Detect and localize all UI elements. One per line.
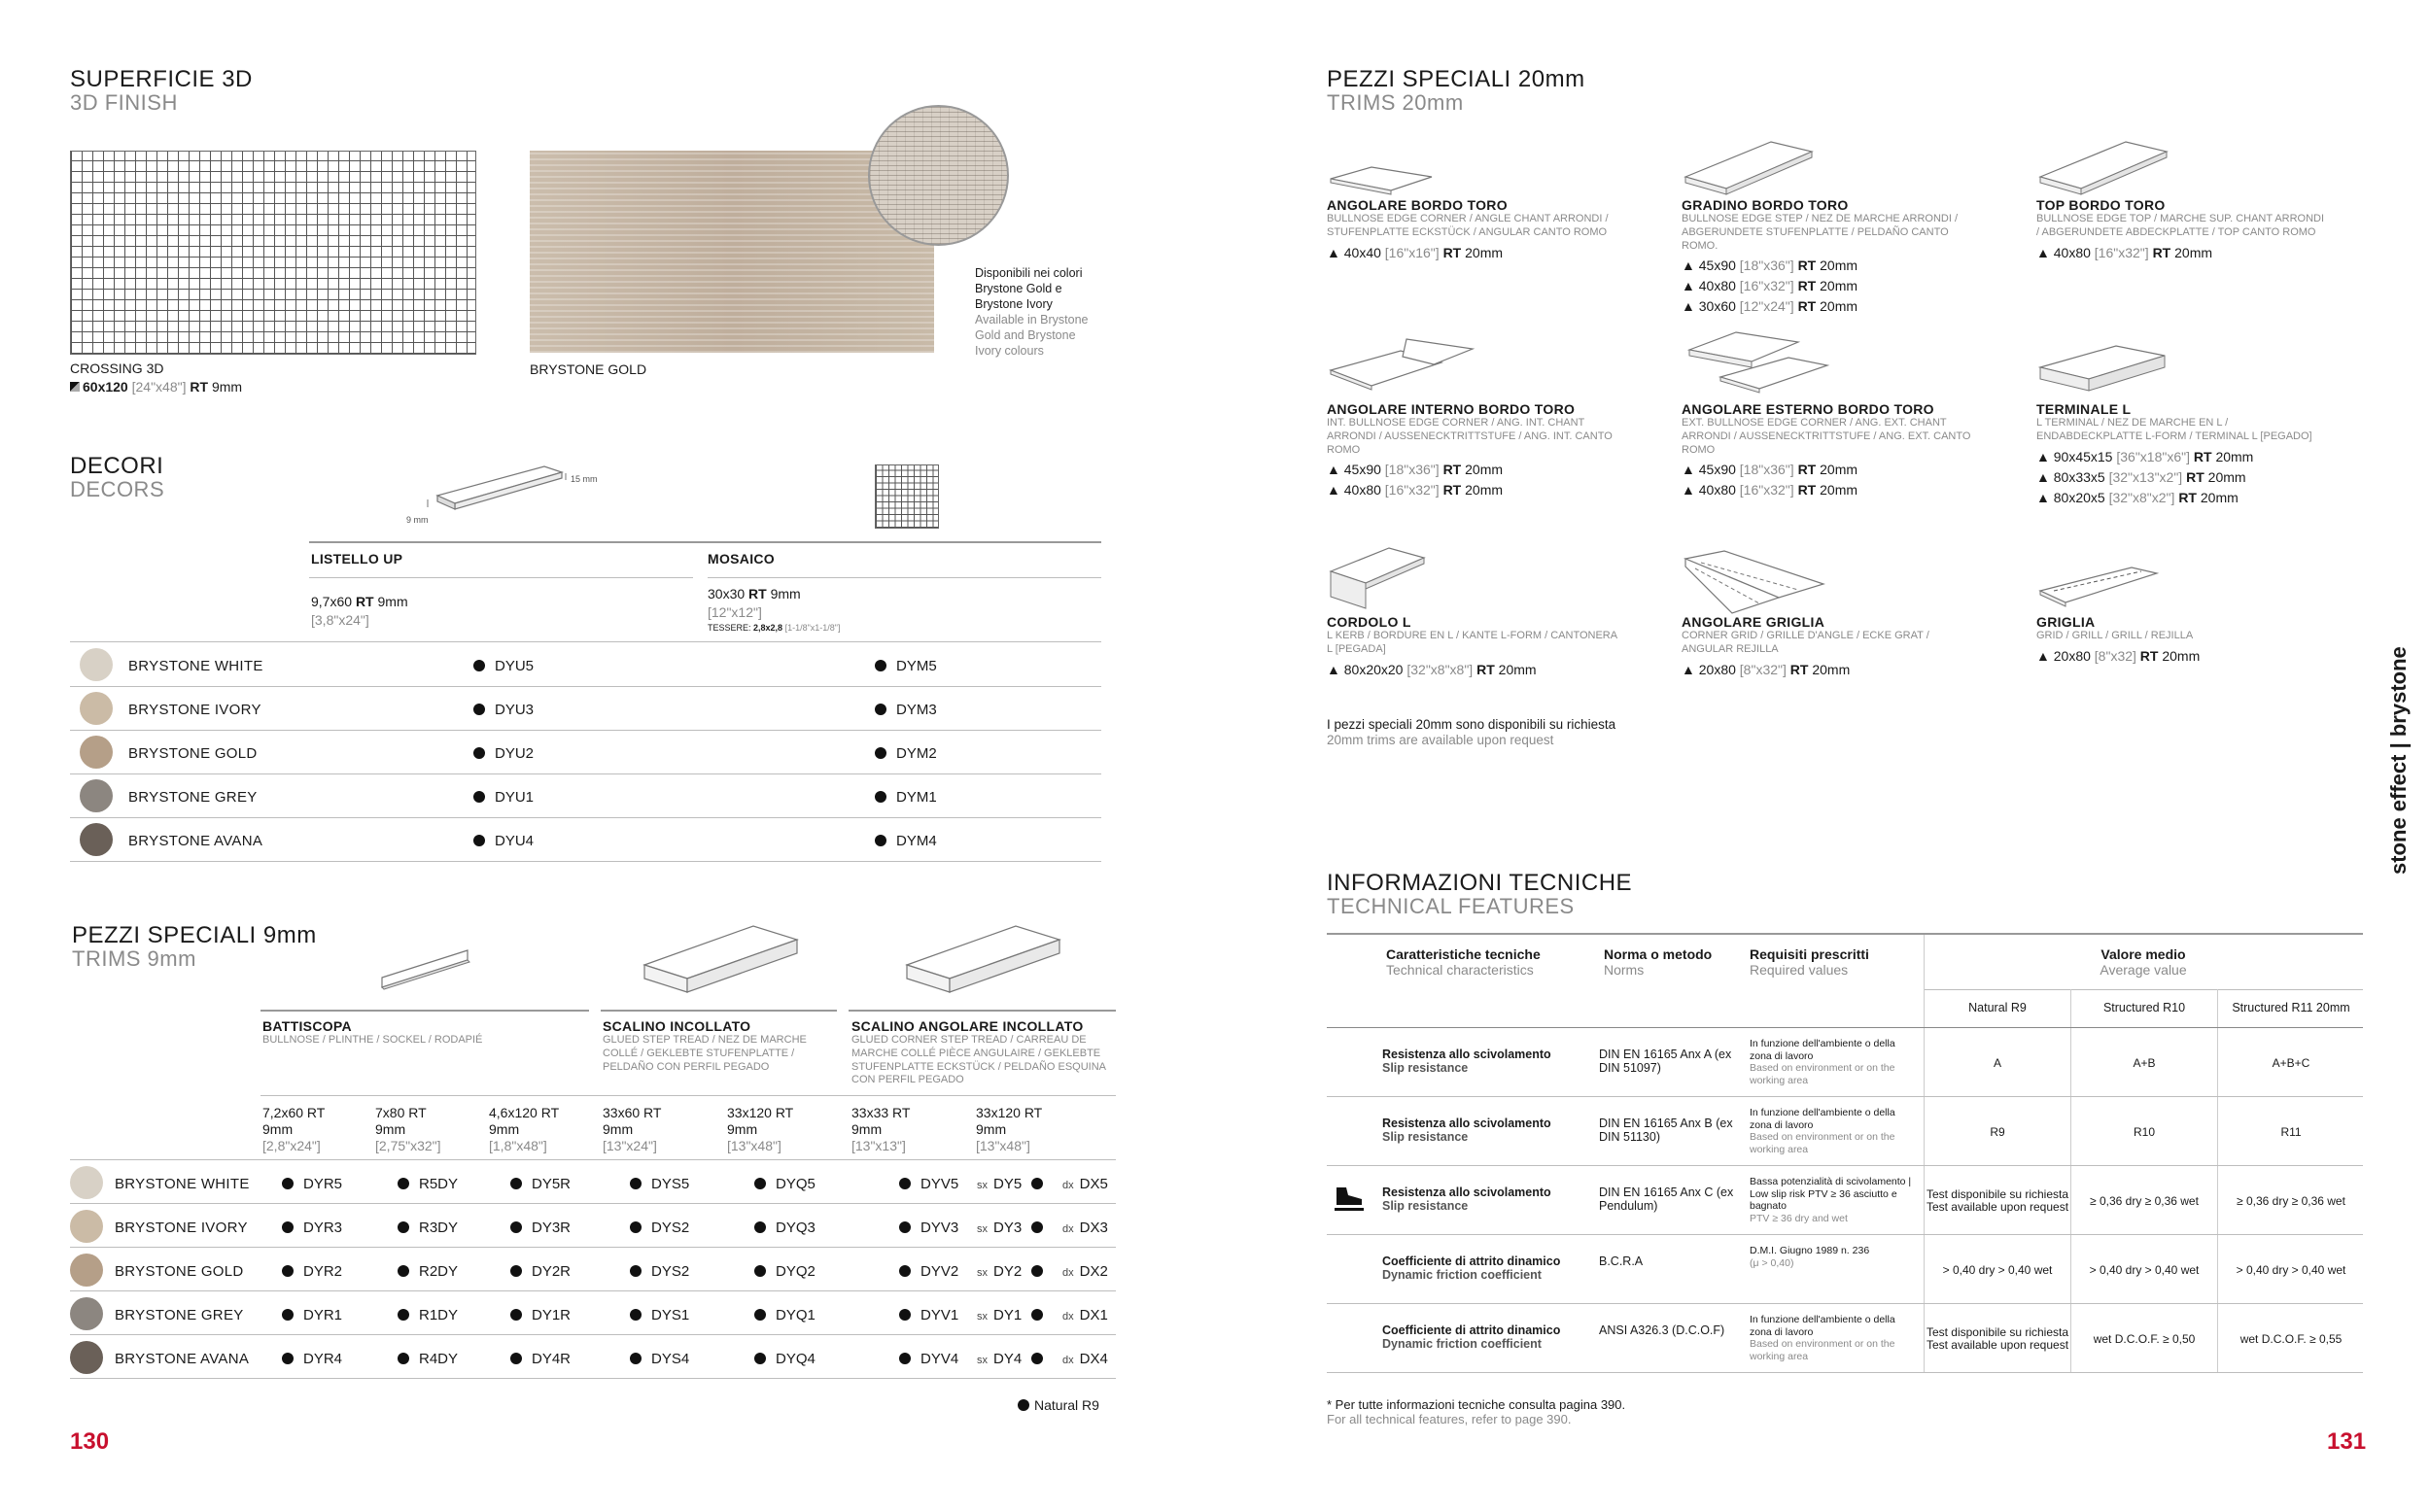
tech-section [1327, 872, 1632, 917]
tech-value: A+B [2133, 1055, 2156, 1070]
scalino-drawing [637, 918, 812, 1006]
trim20-sub: BULLNOSE EDGE CORNER / ANGLE CHANT ARRONDI / STUFENPLATTE ECKSTÜCK / ANGULAR CANTO ROMO [1327, 213, 1609, 238]
tech-char: Coefficiente di attrito dinamico Dynamic friction coefficient [1382, 1323, 1561, 1351]
listello-name: LISTELLO UP [311, 551, 403, 567]
trim20-item [2036, 614, 2328, 667]
swatch-grey [80, 779, 113, 812]
triangle-icon: ▲ [2036, 244, 2050, 260]
tech-value: R10 [2133, 1124, 2155, 1139]
side-label: stone effect | brystone [2386, 646, 2411, 875]
trims9-top-rule-1 [260, 1010, 589, 1012]
scalino-angolare-name: SCALINO ANGOLARE INCOLLATO [851, 1018, 1084, 1034]
row-swatch [70, 1254, 103, 1287]
code-cell: DYS4 [630, 1351, 689, 1367]
trim20-name: GRADINO BORDO TORO [1682, 197, 1849, 213]
code-cell: DYM5 [875, 658, 937, 674]
tech-value: A+B+C [2272, 1055, 2310, 1070]
finish-subtitle: 3D FINISH [70, 90, 178, 115]
legend-label: Natural R9 [1034, 1397, 1099, 1413]
code-cell: DYR5 [282, 1176, 342, 1192]
avail-en-2: Gold and Brystone [975, 328, 1076, 342]
size-cell: 33x120 RT 9mm [13"x48"] [727, 1105, 794, 1153]
code-cell: DYS1 [630, 1307, 689, 1323]
tech-head-4: Valore medio Average value [2100, 946, 2187, 978]
tech-value: R11 [2280, 1124, 2302, 1139]
top-bordo-toro-drawing [2036, 136, 2172, 199]
crossing-thickness: 9mm [211, 379, 243, 395]
tech-head-3: Requisiti prescritti Required values [1750, 946, 1869, 978]
availability-note [975, 265, 1089, 359]
decori-section [70, 455, 164, 500]
sizes-bottom-rule-1 [70, 1159, 1116, 1160]
trim20-name: ANGOLARE GRIGLIA [1682, 614, 1825, 630]
avail-en-1: Available in Brystone [975, 313, 1089, 326]
tessere-inch: [1-1/8"x1-1/8"] [784, 623, 841, 633]
battiscopa-sub: BULLNOSE / PLINTHE / SOCKEL / RODAPIÉ [262, 1034, 483, 1046]
tech-subtitle: TECHNICAL FEATURES [1327, 894, 1575, 918]
code-cell: DYU1 [473, 789, 534, 806]
trim20-size: ▲ 90x45x15 [36"x18"x6"] RT 20mm [2036, 448, 2254, 464]
code-cell-sx: sx DY5 [977, 1176, 1053, 1192]
angolare-griglia-drawing [1682, 549, 1827, 617]
tech-value: A [1993, 1055, 2001, 1070]
trim20-name: GRIGLIA [2036, 614, 2096, 630]
code-cell-dx: dx DX2 [1062, 1263, 1108, 1280]
trims9-title: PEZZI SPECIALI 9mm [72, 922, 317, 948]
row-rule [70, 1290, 1116, 1291]
trim20-size: ▲ 40x80 [16"x32"] RT 20mm [1682, 278, 1858, 294]
mosaico-rt: RT [748, 586, 767, 601]
code-cell: DY2R [510, 1263, 571, 1280]
row-rule [70, 861, 1101, 862]
size-cell: 7x80 RT 9mm [2,75"x32"] [375, 1105, 441, 1153]
brystone-gold-zoom [868, 105, 1009, 246]
code-cell: DYS5 [630, 1176, 689, 1192]
trim20-sub: GRID / GRILL / GRILL / REJILLA [2036, 630, 2194, 641]
decori-top-rule [309, 541, 1101, 543]
code-cell-sx: sx DY1 [977, 1307, 1053, 1323]
tech-row-rule [1327, 1165, 2363, 1166]
battiscopa-header [262, 1018, 583, 1048]
trim20-item [1327, 614, 1618, 680]
listello-drawing [399, 457, 603, 525]
triangle-icon: ▲ [1327, 462, 1340, 478]
decori-rule-b [708, 577, 1101, 578]
crossing-size: 60x120 [83, 379, 128, 395]
triangle-icon: ▲ [2036, 489, 2050, 505]
tech-req: In funzione dell'ambiente o della zona di lavoro Based on environment or on the working area [1750, 1314, 1895, 1362]
trim20-size: ▲ 20x80 [8"x32] RT 20mm [2036, 647, 2201, 664]
avail-en-3: Ivory colours [975, 344, 1044, 358]
tech-req: D.M.I. Giugno 1989 n. 236 (μ > 0,40) [1750, 1245, 1870, 1269]
trim20-item [1327, 197, 1618, 263]
tech-head-2: Norma o metodo Norms [1604, 946, 1713, 978]
triangle-icon: ▲ [2036, 448, 2050, 464]
mosaico-inch: [12"x12"] [708, 604, 762, 620]
trim20-sub: EXT. BULLNOSE EDGE CORNER / ANG. EXT. CHANT ARRONDI / AUSSENECKTRITTSTUFE / ANG. EXT. CANTO ROMO [1682, 417, 1971, 456]
scalino-angolare-header [851, 1018, 1116, 1087]
code-cell: DYQ2 [754, 1263, 816, 1280]
code-cell: R2DY [398, 1263, 458, 1280]
code-cell: DYQ1 [754, 1307, 816, 1323]
tech-norm: B.C.R.A [1599, 1254, 1644, 1268]
code-cell: DYM3 [875, 702, 937, 718]
code-cell: DYV3 [899, 1220, 958, 1236]
tech-norm: DIN EN 16165 Anx C (ex Pendulum) [1599, 1186, 1734, 1213]
decori-rule-a [309, 577, 693, 578]
row-label: BRYSTONE GOLD [115, 1263, 244, 1280]
tile-icon [70, 382, 80, 392]
trims9-section [72, 924, 317, 970]
code-cell: DYV4 [899, 1351, 958, 1367]
tech-value: R9 [1990, 1124, 2005, 1139]
trims20-note [1327, 717, 1615, 748]
brystone-gold-label: BRYSTONE GOLD [530, 361, 647, 377]
code-cell: R4DY [398, 1351, 458, 1367]
swatch-white [80, 648, 113, 681]
code-cell: DYV2 [899, 1263, 958, 1280]
code-cell: DYR1 [282, 1307, 342, 1323]
code-cell: R1DY [398, 1307, 458, 1323]
trim20-sub: BULLNOSE EDGE TOP / MARCHE SUP. CHANT ARRONDI / ABGERUNDETE ABDECKPLATTE / TOP CANTO ROMO [2036, 213, 2325, 238]
code-cell: DYS2 [630, 1220, 689, 1236]
trims20-title: PEZZI SPECIALI 20mm [1327, 66, 1585, 92]
avail-it-2: Brystone Gold e [975, 282, 1062, 295]
trim20-sub: L TERMINAL / NEZ DE MARCHE EN L / ENDABDECKPLATTE L-FORM / TERMINAL L [PEGADO] [2036, 417, 2312, 442]
avail-it-3: Brystone Ivory [975, 297, 1053, 311]
tech-char: Resistenza allo scivolamento Slip resistance [1382, 1186, 1551, 1213]
note-en: 20mm trims are available upon request [1327, 733, 1554, 747]
listello-inch: [3,8"x24"] [311, 612, 369, 628]
cordolo-l-drawing [1327, 544, 1434, 614]
decori-subtitle: DECORS [70, 477, 165, 501]
note-it: I pezzi speciali 20mm sono disponibili su richiesta [1327, 717, 1616, 732]
code-cell: DYQ4 [754, 1351, 816, 1367]
tech-value: Test disponibile su richiesta Test available upon request [1926, 1187, 2069, 1214]
code-cell: DY5R [510, 1176, 571, 1192]
tech-norm: DIN EN 16165 Anx A (ex DIN 51097) [1599, 1048, 1732, 1075]
tech-top-rule [1327, 933, 2363, 935]
row-rule [70, 686, 1101, 687]
scalino-sub: GLUED STEP TREAD / NEZ DE MARCHE COLLÉ / GEKLEBTE STUFENPLATTE / PELDAÑO CON PERFIL PEGADO [603, 1034, 807, 1073]
listello-dim-15: 15 mm [571, 474, 598, 484]
foot-en: For all technical features, refer to page 390. [1327, 1412, 1572, 1426]
size-cell: 7,2x60 RT 9mm [2,8"x24"] [262, 1105, 326, 1153]
trim20-size: ▲ 30x60 [12"x24"] RT 20mm [1682, 298, 1858, 315]
code-cell-dx: dx DX3 [1062, 1220, 1108, 1236]
code-cell: R3DY [398, 1220, 458, 1236]
tech-char: Resistenza allo scivolamento Slip resistance [1382, 1048, 1551, 1075]
trim20-size: ▲ 40x80 [16"x32"] RT 20mm [2036, 244, 2213, 260]
griglia-drawing [2036, 564, 2163, 612]
code-cell-sx: sx DY3 [977, 1220, 1053, 1236]
trim20-size: ▲ 40x40 [16"x16"] RT 20mm [1327, 244, 1504, 260]
tech-req: In funzione dell'ambiente o della zona di lavoro Based on environment or on the working area [1750, 1107, 1895, 1155]
crossing-rt: RT [190, 379, 209, 395]
swatch-gold [80, 736, 113, 769]
code-cell: DYV5 [899, 1176, 958, 1192]
row-rule [70, 730, 1101, 731]
code-cell-dx: dx DX1 [1062, 1307, 1108, 1323]
code-cell: DYM1 [875, 789, 937, 806]
triangle-icon: ▲ [1682, 258, 1695, 274]
code-cell: DY1R [510, 1307, 571, 1323]
tech-sub-1: Natural R9 [1968, 1001, 2027, 1014]
tech-norm: DIN EN 16165 Anx B (ex DIN 51130) [1599, 1117, 1733, 1144]
tech-value: wet D.C.O.F. ≥ 0,55 [2239, 1331, 2343, 1346]
tech-req: In funzione dell'ambiente o della zona di lavoro Based on environment or on the working area [1750, 1038, 1895, 1086]
trim20-size: ▲ 40x80 [16"x32"] RT 20mm [1327, 482, 1504, 498]
code-cell: DY4R [510, 1351, 571, 1367]
tech-value: ≥ 0,36 dry ≥ 0,36 wet [2237, 1193, 2345, 1208]
scalino-header [603, 1018, 831, 1074]
tech-sub-2: Structured R10 [2102, 1001, 2186, 1014]
trim20-size: ▲ 80x20x20 [32"x8"x8"] RT 20mm [1327, 661, 1537, 677]
code-cell: DYQ3 [754, 1220, 816, 1236]
row-swatch [70, 1166, 103, 1199]
row-rule [70, 1378, 1116, 1379]
size-cell: 4,6x120 RT 9mm [1,8"x48"] [489, 1105, 560, 1153]
battiscopa-drawing [374, 945, 481, 1003]
trim20-name: ANGOLARE BORDO TORO [1327, 197, 1508, 213]
trims20-subtitle: TRIMS 20mm [1327, 90, 1464, 115]
tech-row-rule [1327, 1372, 2363, 1373]
mosaico-size [708, 585, 841, 634]
row-label: BRYSTONE WHITE [128, 658, 263, 674]
tech-char: Resistenza allo scivolamento Slip resistance [1382, 1117, 1551, 1144]
listello-size [311, 593, 408, 630]
legend [1018, 1397, 1099, 1413]
code-cell-sx: sx DY2 [977, 1263, 1053, 1280]
code-cell: DYM4 [875, 833, 937, 849]
legend-dot [1018, 1399, 1029, 1411]
tech-row-rule [1327, 1096, 2363, 1097]
trim20-sub: CORNER GRID / GRILLE D'ANGLE / ECKE GRAT / ANGULAR REJILLA [1682, 630, 1929, 655]
decori-title: DECORI [70, 453, 164, 479]
crossing-inch: [24"x48"] [131, 379, 187, 395]
tech-value: ≥ 0,36 dry ≥ 0,36 wet [2090, 1193, 2199, 1208]
triangle-icon: ▲ [1327, 661, 1340, 677]
triangle-icon: ▲ [1682, 298, 1695, 315]
triangle-icon: ▲ [1682, 462, 1695, 478]
code-cell: DYU4 [473, 833, 534, 849]
mosaico-drawing [875, 464, 939, 529]
trims9-top-rule-3 [849, 1010, 1116, 1012]
row-rule [70, 817, 1101, 818]
trim20-item [1682, 197, 1973, 317]
trim20-item [1682, 614, 1973, 680]
swatch-ivory [80, 692, 113, 725]
swatch-avana [80, 823, 113, 856]
trim20-size: ▲ 45x90 [18"x36"] RT 20mm [1327, 462, 1504, 478]
trim20-name: ANGOLARE INTERNO BORDO TORO [1327, 401, 1576, 417]
tech-char: Coefficiente di attrito dinamico Dynamic friction coefficient [1382, 1254, 1561, 1282]
tech-head-bottom [1327, 1027, 2363, 1028]
tech-footnote [1327, 1397, 1625, 1426]
angolare-esterno-drawing [1682, 328, 1837, 398]
crossing-3d-image [70, 151, 476, 355]
tessere-label: TESSERE: [708, 623, 751, 633]
foot-it: * Per tutte informazioni tecniche consulta pagina 390. [1327, 1397, 1626, 1412]
row-label: BRYSTONE GOLD [128, 745, 258, 762]
code-cell: DY3R [510, 1220, 571, 1236]
code-cell: DYM2 [875, 745, 937, 762]
row-swatch [70, 1297, 103, 1330]
battiscopa-name: BATTISCOPA [262, 1018, 352, 1034]
code-cell-dx: dx DX5 [1062, 1176, 1108, 1192]
listello-rt: RT [355, 594, 374, 609]
tech-row-rule [1327, 1234, 2363, 1235]
code-cell: DYU3 [473, 702, 534, 718]
row-label: BRYSTONE AVANA [115, 1351, 250, 1367]
size-cell: 33x33 RT 9mm [13"x13"] [851, 1105, 911, 1153]
row-rule [70, 773, 1101, 774]
listello-dim-9: 9 mm [406, 515, 429, 525]
tech-sub-3: Structured R11 20mm [2232, 1001, 2350, 1014]
trim20-size: ▲ 20x80 [8"x32"] RT 20mm [1682, 661, 1851, 677]
finish-title: SUPERFICIE 3D [70, 66, 253, 92]
code-cell: DYU5 [473, 658, 534, 674]
size-cell: 33x120 RT 9mm [13"x48"] [976, 1105, 1043, 1153]
crossing-name: CROSSING 3D [70, 361, 164, 376]
trim20-size: ▲ 80x20x5 [32"x8"x2"] RT 20mm [2036, 489, 2239, 505]
triangle-icon: ▲ [2036, 647, 2050, 664]
tech-row-rule [1327, 1303, 2363, 1304]
trim20-item [1682, 401, 1973, 500]
tech-head-1: Caratteristiche tecniche Technical characteristics [1386, 946, 1541, 978]
scalino-angolare-drawing [899, 918, 1074, 1006]
row-swatch [70, 1210, 103, 1243]
code-cell: DYQ5 [754, 1176, 816, 1192]
trim20-sub: BULLNOSE EDGE STEP / NEZ DE MARCHE ARRONDI / ABGERUNDETE STUFENPLATTE / PELDAÑO CANTO ROMO. [1682, 213, 1959, 252]
trim20-size: ▲ 45x90 [18"x36"] RT 20mm [1682, 258, 1858, 274]
trim20-sub: INT. BULLNOSE EDGE CORNER / ANG. INT. CHANT ARRONDI / AUSSENECKTRITTSTUFE / ANG. INT. CANTO ROMO [1327, 417, 1613, 456]
code-cell: DYU2 [473, 745, 534, 762]
mosaico-th: 9mm [770, 586, 801, 601]
code-cell-sx: sx DY4 [977, 1351, 1053, 1367]
trim20-size: ▲ 40x80 [16"x32"] RT 20mm [1682, 482, 1858, 498]
crossing-caption [70, 360, 242, 396]
trim20-sub: L KERB / BORDURE EN L / KANTE L-FORM / CANTONERA L [PEGADA] [1327, 630, 1617, 655]
trim20-name: TOP BORDO TORO [2036, 197, 2166, 213]
trim20-size: ▲ 80x33x5 [32"x13"x2"] RT 20mm [2036, 468, 2246, 485]
row-label: BRYSTONE IVORY [128, 702, 261, 718]
gradino-bordo-toro-drawing [1682, 136, 1818, 199]
trim20-size: ▲ 45x90 [18"x36"] RT 20mm [1682, 462, 1858, 478]
code-cell: DYV1 [899, 1307, 958, 1323]
page-number-left: 130 [70, 1428, 110, 1455]
mosaico-size-value: 30x30 [708, 586, 746, 601]
triangle-icon: ▲ [1682, 661, 1695, 677]
code-cell: DYS2 [630, 1263, 689, 1280]
row-rule [70, 1334, 1116, 1335]
tech-value: > 0,40 dry > 0,40 wet [1942, 1262, 2053, 1277]
angolare-interno-drawing [1327, 335, 1521, 395]
trim20-name: ANGOLARE ESTERNO BORDO TORO [1682, 401, 1934, 417]
row-rule [70, 1203, 1116, 1204]
code-cell: R5DY [398, 1176, 458, 1192]
trim20-name: TERMINALE L [2036, 401, 2132, 417]
listello-size-value: 9,7x60 [311, 594, 353, 609]
code-cell: DYR2 [282, 1263, 342, 1280]
trims9-top-rule-2 [601, 1010, 837, 1012]
row-swatch [70, 1341, 103, 1374]
row-label: BRYSTONE AVANA [128, 833, 263, 849]
triangle-icon: ▲ [2036, 468, 2050, 485]
trims9-subtitle: TRIMS 9mm [72, 946, 196, 971]
trim20-item [1327, 401, 1618, 500]
angolare-bordo-toro-drawing [1327, 163, 1453, 202]
terminale-l-drawing [2036, 342, 2172, 400]
trim20-item [2036, 401, 2328, 508]
tech-subhead-rule [1925, 989, 2363, 990]
page-number-right: 131 [2327, 1428, 2367, 1455]
row-label: BRYSTONE IVORY [115, 1220, 248, 1236]
row-label: BRYSTONE WHITE [115, 1176, 250, 1192]
code-cell: DYR3 [282, 1220, 342, 1236]
code-cell-dx: dx DX4 [1062, 1351, 1108, 1367]
scalino-name: SCALINO INCOLLATO [603, 1018, 751, 1034]
triangle-icon: ▲ [1682, 482, 1695, 498]
scalino-angolare-sub: GLUED CORNER STEP TREAD / CARREAU DE MARCHE COLLÉ PIÈCE ANGULAIRE / GEKLEBTE STUFENPLATTE ECKSTÜCK / PELDAÑO ESQUINA CON PERFIL PEGADO [851, 1034, 1106, 1086]
sizes-top-rule [260, 1095, 1116, 1096]
finish-section [70, 68, 253, 114]
tech-value: > 0,40 dry > 0,40 wet [2089, 1262, 2200, 1277]
size-cell: 33x60 RT 9mm [13"x24"] [603, 1105, 662, 1153]
triangle-icon: ▲ [1327, 244, 1340, 260]
trim20-item [2036, 197, 2328, 263]
tessere-value: 2,8x2,8 [753, 623, 783, 633]
slip-shoe-icon [1333, 1184, 1366, 1213]
row-rule [70, 1247, 1116, 1248]
decori-header-bottom [70, 641, 1101, 642]
row-label: BRYSTONE GREY [115, 1307, 244, 1323]
avail-it-1: Disponibili nei colori [975, 266, 1083, 280]
tech-value: wet D.C.O.F. ≥ 0,50 [2093, 1331, 2196, 1346]
tech-req: Bassa potenzialità di scivolamento | Low slip risk PTV ≥ 36 asciutto e bagnato PTV ≥ 36 dry and wet [1750, 1176, 1912, 1224]
triangle-icon: ▲ [1682, 278, 1695, 294]
mosaico-name: MOSAICO [708, 551, 775, 567]
listello-th: 9mm [377, 594, 408, 609]
tech-value: Test disponibile su richiesta Test available upon request [1926, 1325, 2069, 1352]
row-label: BRYSTONE GREY [128, 789, 258, 806]
code-cell: DYR4 [282, 1351, 342, 1367]
trim20-name: CORDOLO L [1327, 614, 1411, 630]
tech-value: > 0,40 dry > 0,40 wet [2236, 1262, 2346, 1277]
triangle-icon: ▲ [1327, 482, 1340, 498]
trims20-section [1327, 68, 1585, 114]
tech-norm: ANSI A326.3 (D.C.O.F) [1599, 1323, 1725, 1337]
tech-title: INFORMAZIONI TECNICHE [1327, 870, 1633, 896]
